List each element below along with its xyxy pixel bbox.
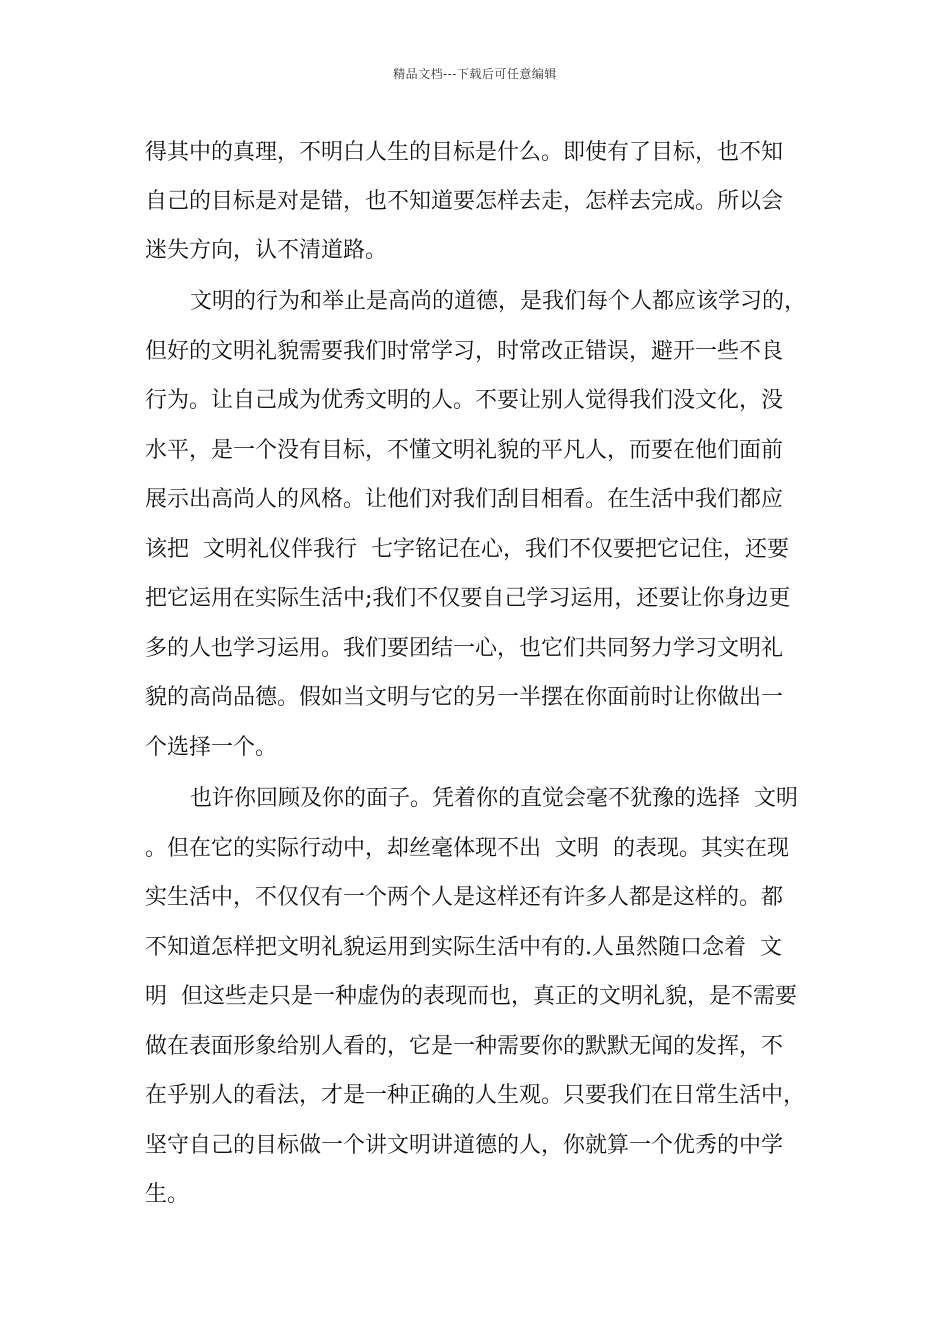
page-header: 精品文档---下载后可任意编辑 — [393, 67, 557, 81]
text-line: 把它运用在实际生活中;我们不仅要自己学习运用，还要让你身边更 — [145, 586, 791, 611]
text-line: 该把 文明礼仪伴我行 七字铭记在心，我们不仅要把它记住，还要 — [145, 537, 789, 562]
text-line: 不知道怎样把文明礼貌运用到实际生活中有的.人虽然随口念着 文 — [145, 935, 782, 960]
text-line: 迷失方向，认不清道路。 — [145, 238, 388, 263]
text-line: 坚守自己的目标做一个讲文明讲道德的人，你就算一个优秀的中学 — [145, 1133, 784, 1158]
text-line: 展示出高尚人的风格。让他们对我们刮目相看。在生活中我们都应 — [145, 487, 784, 512]
text-line: 明 但这些走只是一种虚伪的表现而也，真正的文明礼貌，是不需要 — [145, 984, 797, 1009]
text-line: 得其中的真理，不明白人生的目标是什么。即使有了目标，也不知 — [145, 140, 784, 165]
text-line: 做在表面形象给别人看的，它是一种需要你的默默无闻的发挥，不 — [145, 1034, 784, 1059]
text-line: 自己的目标是对是错，也不知道要怎样去走，怎样去完成。所以会 — [145, 189, 784, 214]
text-line: 貌的高尚品德。假如当文明与它的另一半摆在你面前时让你做出一 — [145, 685, 784, 710]
text-line: 水平，是一个没有目标，不懂文明礼貌的平凡人，而要在他们面前 — [145, 438, 784, 463]
paragraph-first-line: 文明的行为和举止是高尚的道德，是我们每个人都应该学习的， — [190, 289, 807, 314]
text-line: 。但在它的实际行动中，却丝毫体现不出 文明 的表现。其实在现 — [145, 836, 789, 861]
text-line: 个选择一个。 — [145, 735, 278, 760]
text-line: 在乎别人的看法，才是一种正确的人生观。只要我们在日常生活中， — [145, 1083, 806, 1108]
text-line: 生。 — [145, 1182, 190, 1207]
text-line: 实生活中，不仅仅有一个两个人是这样还有许多人都是这样的。都 — [145, 885, 784, 910]
text-line: 行为。让自己成为优秀文明的人。不要让别人觉得我们没文化，没 — [145, 388, 784, 413]
text-line: 但好的文明礼貌需要我们时常学习，时常改正错误，避开一些不良 — [145, 339, 784, 364]
text-line: 多的人也学习运用。我们要团结一心，也它们共同努力学习文明礼 — [145, 636, 784, 661]
paragraph-first-line: 也许你回顾及你的面子。凭着你的直觉会毫不犹豫的选择 文明 — [190, 786, 798, 811]
